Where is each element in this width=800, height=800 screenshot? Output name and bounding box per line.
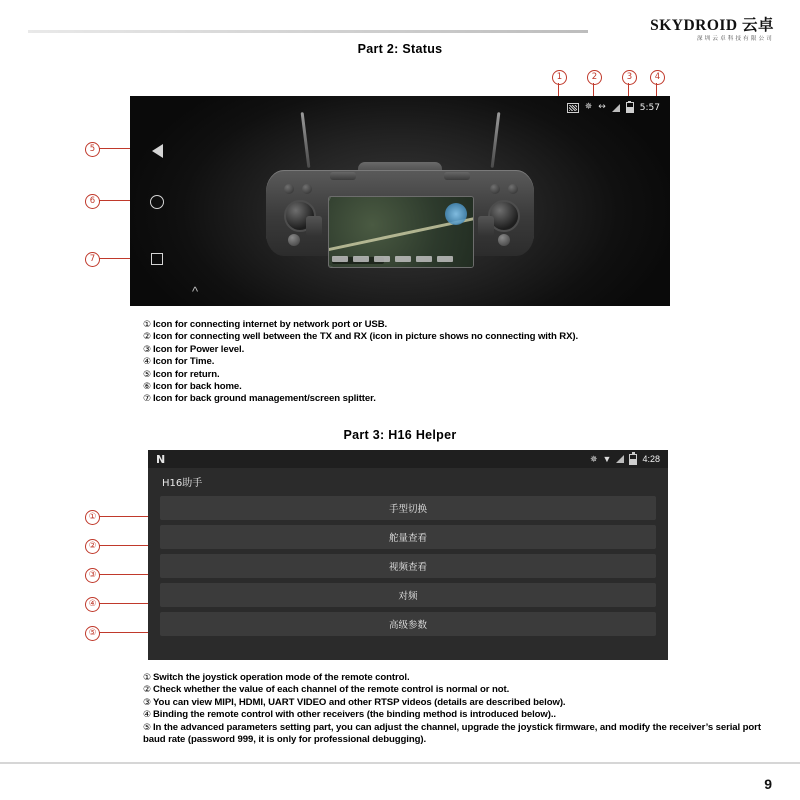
legend-number: ③ <box>143 697 151 708</box>
remote-controller-illustration <box>266 154 534 262</box>
button-right <box>498 234 510 246</box>
shoulder-button-left <box>330 172 356 180</box>
status-icons-group <box>590 454 660 465</box>
recent-square-icon[interactable] <box>151 253 163 265</box>
toolbar-item <box>416 256 432 262</box>
callout-5: 5 <box>85 142 100 157</box>
legend-item <box>143 393 763 405</box>
page-number: 9 <box>764 776 772 792</box>
callout-3: 3 <box>622 70 637 85</box>
signal-icon <box>612 104 620 112</box>
legend-item <box>143 369 763 381</box>
legend-number: ③ <box>143 344 151 355</box>
wifi-icon: ▼ <box>602 453 612 464</box>
footer <box>0 766 800 800</box>
menu-item-advanced-params[interactable]: 高级参数 <box>160 612 656 636</box>
toolbar-item <box>332 256 348 262</box>
legend-number: ⑤ <box>143 722 151 733</box>
part3-title: Part 3: H16 Helper <box>343 428 457 442</box>
legend-number: ② <box>143 332 151 343</box>
legend-text: In the advanced parameters setting part, you can adjust the channel, upgrade the joystick firmware, and modify the receiver’s serial port baud rate (password 999, it is only for professional debugging). <box>143 721 761 746</box>
legend-text: Icon for Time. <box>152 356 215 368</box>
app-title: H16助手 <box>162 478 203 489</box>
button-left <box>288 234 300 246</box>
part2-legend <box>143 319 763 406</box>
brand-logo <box>650 18 774 42</box>
callout-p3-1: ① <box>85 510 100 525</box>
legend-number: ② <box>143 685 151 696</box>
legend-text: Switch the joystick operation mode of the remote control. <box>152 672 410 683</box>
page-header <box>0 14 800 40</box>
battery-icon <box>626 102 634 113</box>
callout-7: 7 <box>85 252 100 267</box>
legend-number: ① <box>143 320 151 330</box>
legend-text: You can view MIPI, HDMI, UART VIDEO and other RTSP videos (details are described below). <box>152 696 566 708</box>
battery-icon <box>629 454 637 465</box>
legend-item <box>143 344 763 356</box>
callout-p3-4: ④ <box>85 597 100 612</box>
part2-title: Part 2: Status <box>357 42 443 56</box>
legend-item <box>143 672 773 684</box>
toolbar-item <box>437 256 453 262</box>
callout-4: 4 <box>650 70 665 85</box>
legend-text: Icon for back ground management/screen splitter. <box>152 393 376 405</box>
legend-item <box>143 356 763 368</box>
menu-item-video-view[interactable]: 视频查看 <box>160 554 656 578</box>
side-pad-left <box>306 216 322 236</box>
toolbar-item <box>353 256 369 262</box>
brand-subtitle: 深圳云卓科技有限公司 <box>696 35 774 42</box>
helper-menu-list <box>160 496 656 641</box>
app-status-bar <box>148 450 668 468</box>
callout-2: 2 <box>587 70 602 85</box>
legend-item <box>143 697 773 709</box>
knob-2 <box>302 184 312 194</box>
legend-number: ⑥ <box>143 382 151 393</box>
chevron-up-icon[interactable]: ^ <box>192 284 199 299</box>
app-logo-icon: N <box>156 452 166 466</box>
legend-item <box>143 709 773 721</box>
back-triangle-icon[interactable] <box>152 144 163 158</box>
toolbar-item <box>374 256 390 262</box>
legend-text: Icon for Power level. <box>152 343 245 355</box>
part3-figure <box>148 450 668 660</box>
part2-figure <box>130 96 670 306</box>
legend-number: ⑤ <box>143 369 151 380</box>
screen-toolbar <box>332 256 453 262</box>
legend-item <box>143 331 763 343</box>
legend-item <box>143 684 773 696</box>
legend-number: ④ <box>143 357 151 368</box>
tx-rx-link-icon: ↔ <box>598 102 606 112</box>
legend-text: Icon for return. <box>152 368 220 380</box>
callout-p3-5: ⑤ <box>85 626 100 641</box>
part3-legend <box>143 672 773 745</box>
callout-p3-3: ③ <box>85 568 100 583</box>
legend-text: Binding the remote control with other receivers (the binding method is introduced below).. <box>152 709 556 721</box>
home-circle-icon[interactable] <box>150 195 164 209</box>
footer-rule <box>0 762 800 764</box>
legend-text: Icon for back home. <box>152 381 242 393</box>
bluetooth-icon: ✵ <box>584 102 593 112</box>
legend-number: ⑦ <box>143 394 151 405</box>
legend-text: Icon for connecting internet by network port or USB. <box>152 319 388 330</box>
device-status-bar <box>567 102 660 113</box>
legend-number: ④ <box>143 710 151 721</box>
status-time: 5:57 <box>639 102 660 113</box>
legend-item <box>143 319 763 331</box>
network-port-icon <box>567 103 579 113</box>
side-pad-right <box>478 216 494 236</box>
legend-item <box>143 381 763 393</box>
shoulder-button-right <box>444 172 470 180</box>
toolbar-item <box>395 256 411 262</box>
legend-item <box>143 722 773 746</box>
knob-3 <box>490 184 500 194</box>
bluetooth-icon: ✵ <box>590 453 598 464</box>
signal-icon <box>616 455 624 463</box>
menu-item-joystick-mode[interactable]: 手型切换 <box>160 496 656 520</box>
map-hud-gauge <box>445 203 467 225</box>
controller-body <box>266 170 534 256</box>
callout-p3-2: ② <box>85 539 100 554</box>
header-rule <box>28 30 588 33</box>
menu-item-binding[interactable]: 对频 <box>160 583 656 607</box>
legend-text: Icon for connecting well between the TX and RX (icon in picture shows no connecting with RX). <box>152 331 579 343</box>
status-time: 4:28 <box>642 454 660 464</box>
legend-number: ① <box>143 673 151 683</box>
knob-1 <box>284 184 294 194</box>
knob-4 <box>508 184 518 194</box>
menu-item-channel-view[interactable]: 舵量查看 <box>160 525 656 549</box>
callout-6: 6 <box>85 194 100 209</box>
brand-name: SKYDROID 云卓 <box>650 17 774 34</box>
legend-text: Check whether the value of each channel of the remote control is normal or not. <box>152 684 510 696</box>
callout-1: 1 <box>552 70 567 85</box>
